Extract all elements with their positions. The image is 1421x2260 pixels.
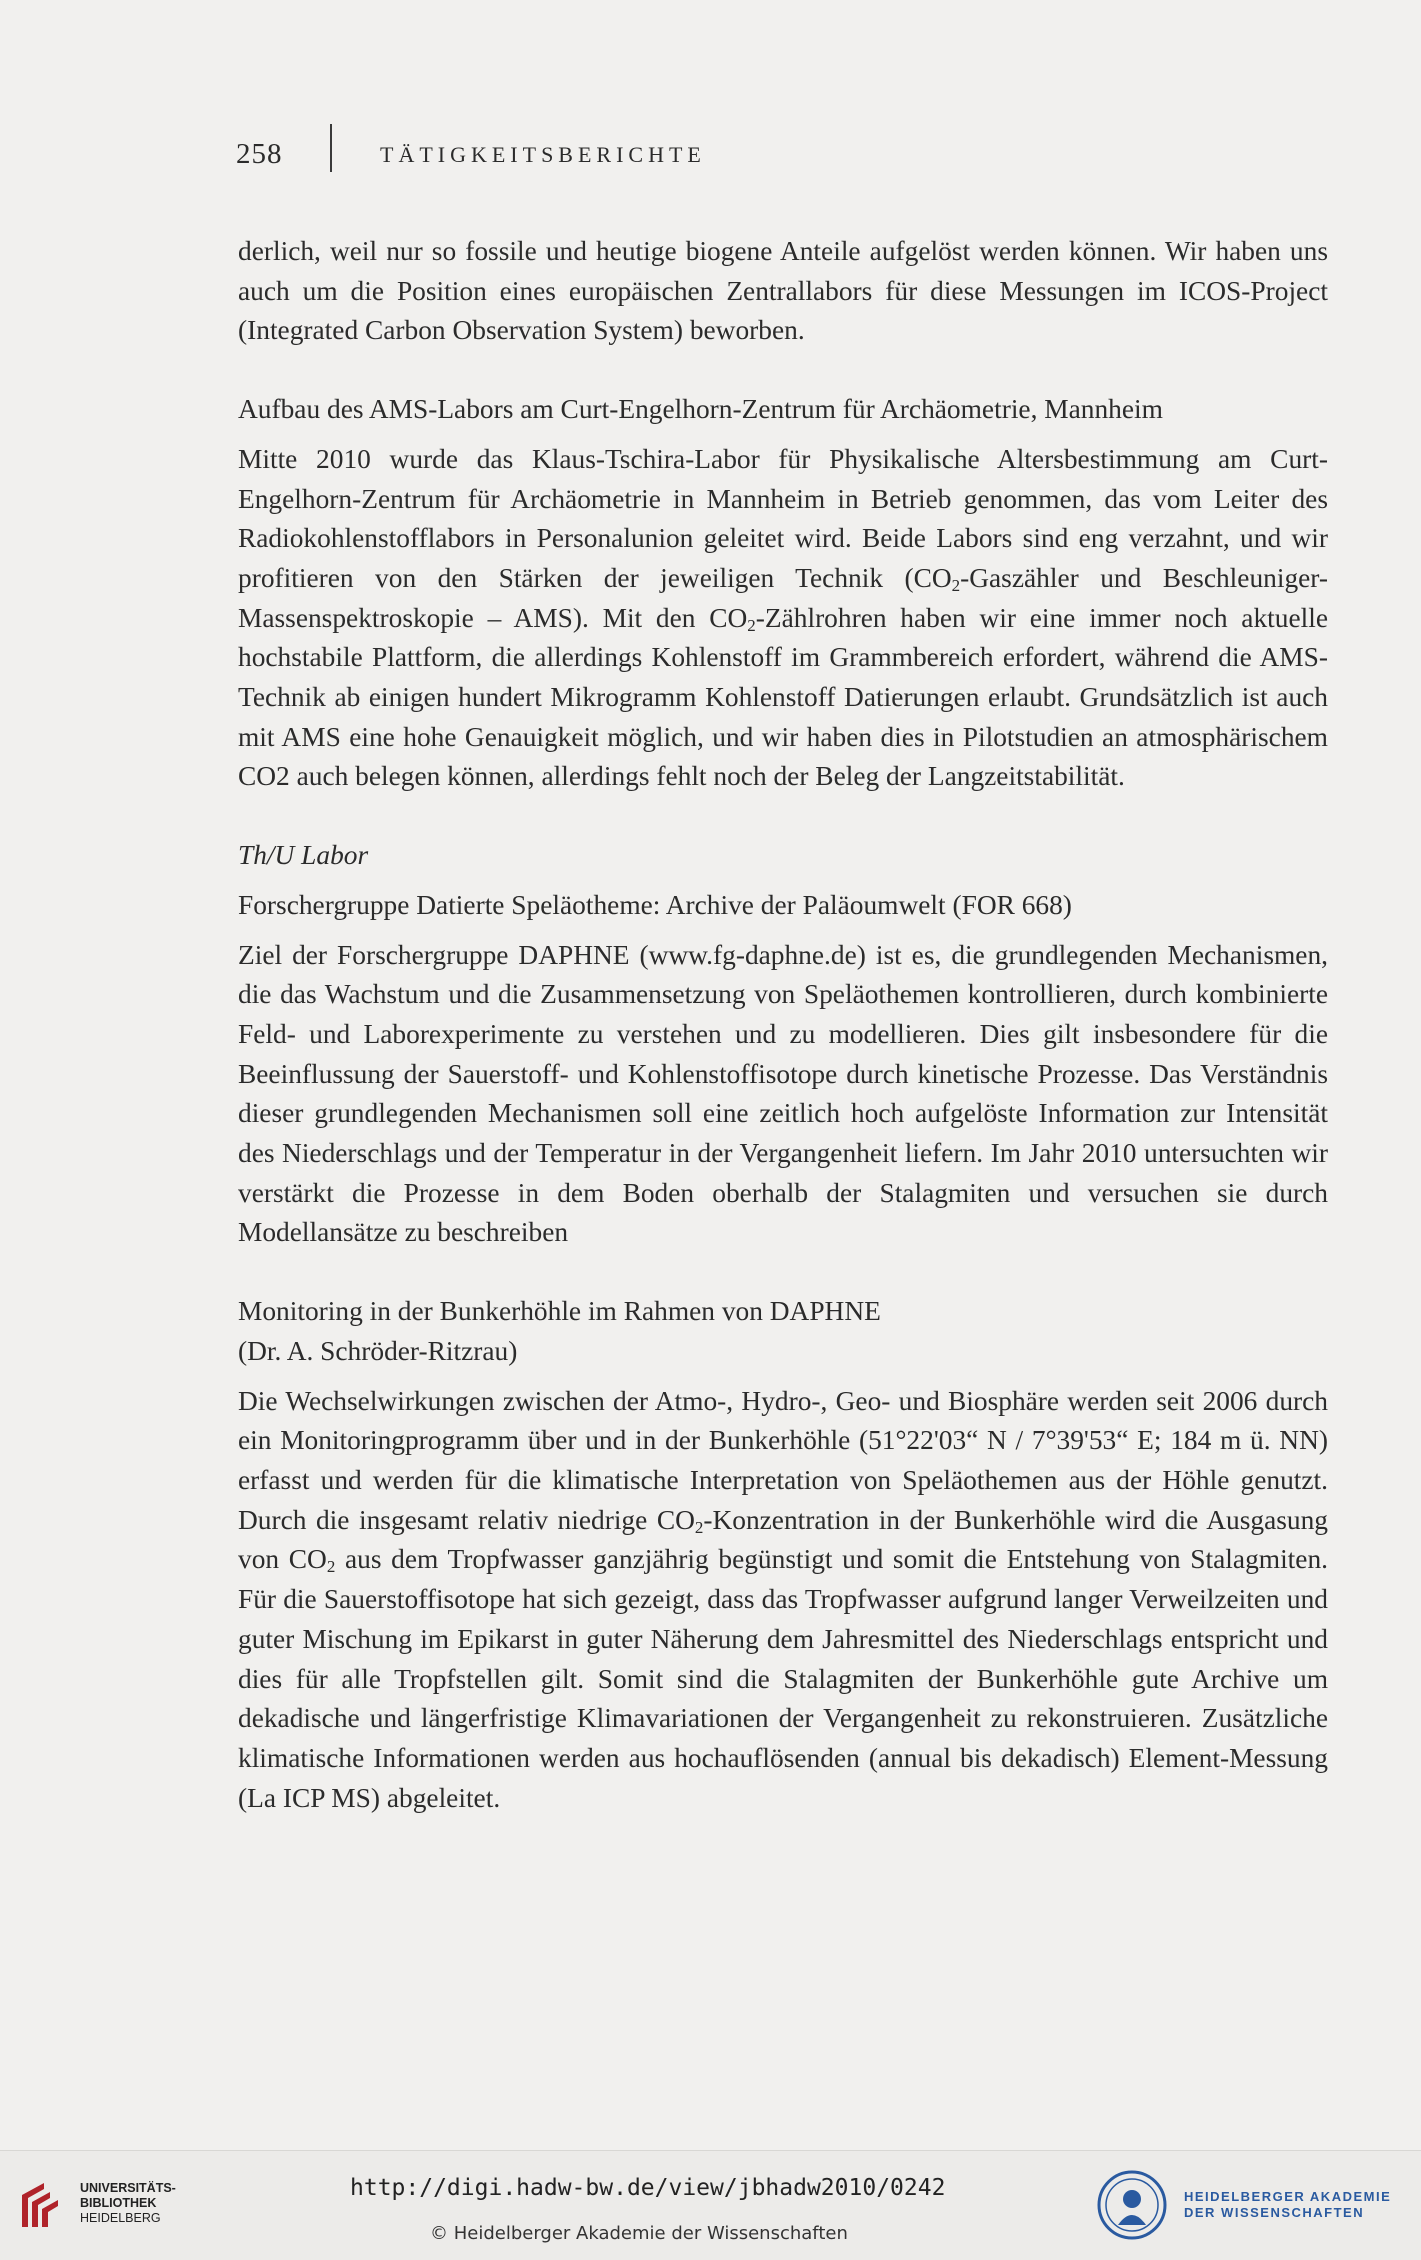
academy-seal-icon — [1096, 2169, 1168, 2241]
academy-name: HEIDELBERGER AKADEMIE DER WISSENSCHAFTEN — [1184, 2189, 1392, 2220]
subsection-heading-monitoring: Monitoring in der Bunkerhöhle im Rahmen von DAPHNE (Dr. A. Schröder-Ritzrau) — [238, 1296, 881, 1366]
university-library-logo-icon — [14, 2175, 74, 2235]
section-heading-thu: Th/U Labor — [238, 840, 369, 871]
body-text — [238, 232, 1328, 1818]
header-divider — [330, 124, 332, 172]
paragraph-continued: derlich, weil nur so fossile und heutige biogene Anteile aufgelöst werden können. Wir haben uns auch um die Position eines europäischen Zentrallabors für diese Messungen im ICOS-Project (Integrated Carbon Observation System) beworben. — [238, 236, 1328, 346]
paragraph-daphne: Ziel der Forschergruppe DAPHNE (www.fg-daphne.de) ist es, die grundlegenden Mechanismen, die das Wachstum und die Zusammensetzung von Speläothemen kontrollieren, durch kombinierte Feld- und Laborexperimente zu verstehen und zu modellieren. Dies gilt insbesondere für die Beeinflussung der Sauerstoff- und Kohlenstoffisotope durch kinetische Prozesse. Das Verständnis dieser grundlegenden Mechanismen soll eine zeitlich hoch aufgelöste Information zur Intensität des Niederschlags und der Temperatur in der Vergangenheit liefern. Im Jahr 2010 untersuchten wir verstärkt die Prozesse in dem Boden oberhalb der Stalagmiten und versuchen sie durch Modellansätze zu beschreiben — [238, 939, 1328, 1248]
page-number: 258 — [236, 138, 283, 170]
paragraph-monitoring: Die Wechselwirkungen zwischen der Atmo-, Hydro-, Geo- und Biosphäre werden seit 2006 durch ein Monitoringprogramm über und in der Bunkerhöhle (51°22'03“ N / 7°39'53“ E; 184 m ü. NN) erfasst und werden für die klimatische Interpretation von Speläothemen aus der Höhle genutzt. Durch die insgesamt relativ niedrige $CO_2$-Konzentration in der Bunkerhöhle wird die Ausgasung von $CO_2$ aus dem Tropfwasser ganzjährig begünstigt und somit die Entstehung von Stalagmiten. Für die Sauerstoffisotope hat sich gezeigt, dass das Tropfwasser aufgrund langer Verweilzeiten und guter Mischung im Epikarst in guter Näherung dem Jahresmittel des Niederschlags entspricht und dies für alle Tropfstellen gilt. Somit sind die Stalagmiten der Bunkerhöhle gute Archive um dekadische und längerfristige Klimavariationen der Vergangenheit zu rekonstruieren. Zusätzliche klimatische Informationen werden aus hochauflösenden (annual bis dekadisch) Element-Messung (La ICP MS) abgeleitet. — [238, 1385, 1329, 1813]
source-url-link[interactable]: http://digi.hadw-bw.de/view/jbhadw2010/0242 — [350, 2175, 946, 2201]
subsection-heading-daphne: Forschergruppe Datierte Speläotheme: Archive der Paläoumwelt (FOR 668) — [238, 889, 1072, 920]
university-library-name: UNIVERSITÄTS- BIBLIOTHEK HEIDELBERG — [80, 2181, 176, 2225]
digitization-footer — [0, 2150, 1421, 2260]
running-head: TÄTIGKEITSBERICHTE — [380, 142, 706, 167]
copyright-notice: © Heidelberger Akademie der Wissenschaften — [430, 2223, 848, 2244]
section-heading-ams: Aufbau des AMS-Labors am Curt-Engelhorn-Zentrum für Archäometrie, Mannheim — [238, 394, 1163, 425]
paragraph-ams-lab: Mitte 2010 wurde das Klaus-Tschira-Labor für Physikalische Altersbestimmung am Curt-Engelhorn-Zentrum für Archäometrie in Mannheim in Betrieb genommen, das vom Leiter des Radiokohlenstofflabors in Personalunion geleitet wird. Beide Labors sind eng verzahnt, und wir profitieren von den Stärken der jeweiligen Technik ($CO_2$-Gaszähler und Beschleuniger-Massenspektroskopie – AMS). Mit den $CO_2$-Zählrohren haben wir eine immer noch aktuelle hochstabile Plattform, die allerdings Kohlenstoff im Grammbereich erfordert, während die AMS-Technik ab einigen hundert Mikrogramm Kohlenstoff Datierungen erlaubt. Grundsätzlich ist auch mit AMS eine hohe Genauigkeit möglich, und wir haben dies in Pilotstudien an atmosphärischem CO2 auch belegen können, allerdings fehlt noch der Beleg der Langzeitstabilität. — [238, 443, 1328, 792]
